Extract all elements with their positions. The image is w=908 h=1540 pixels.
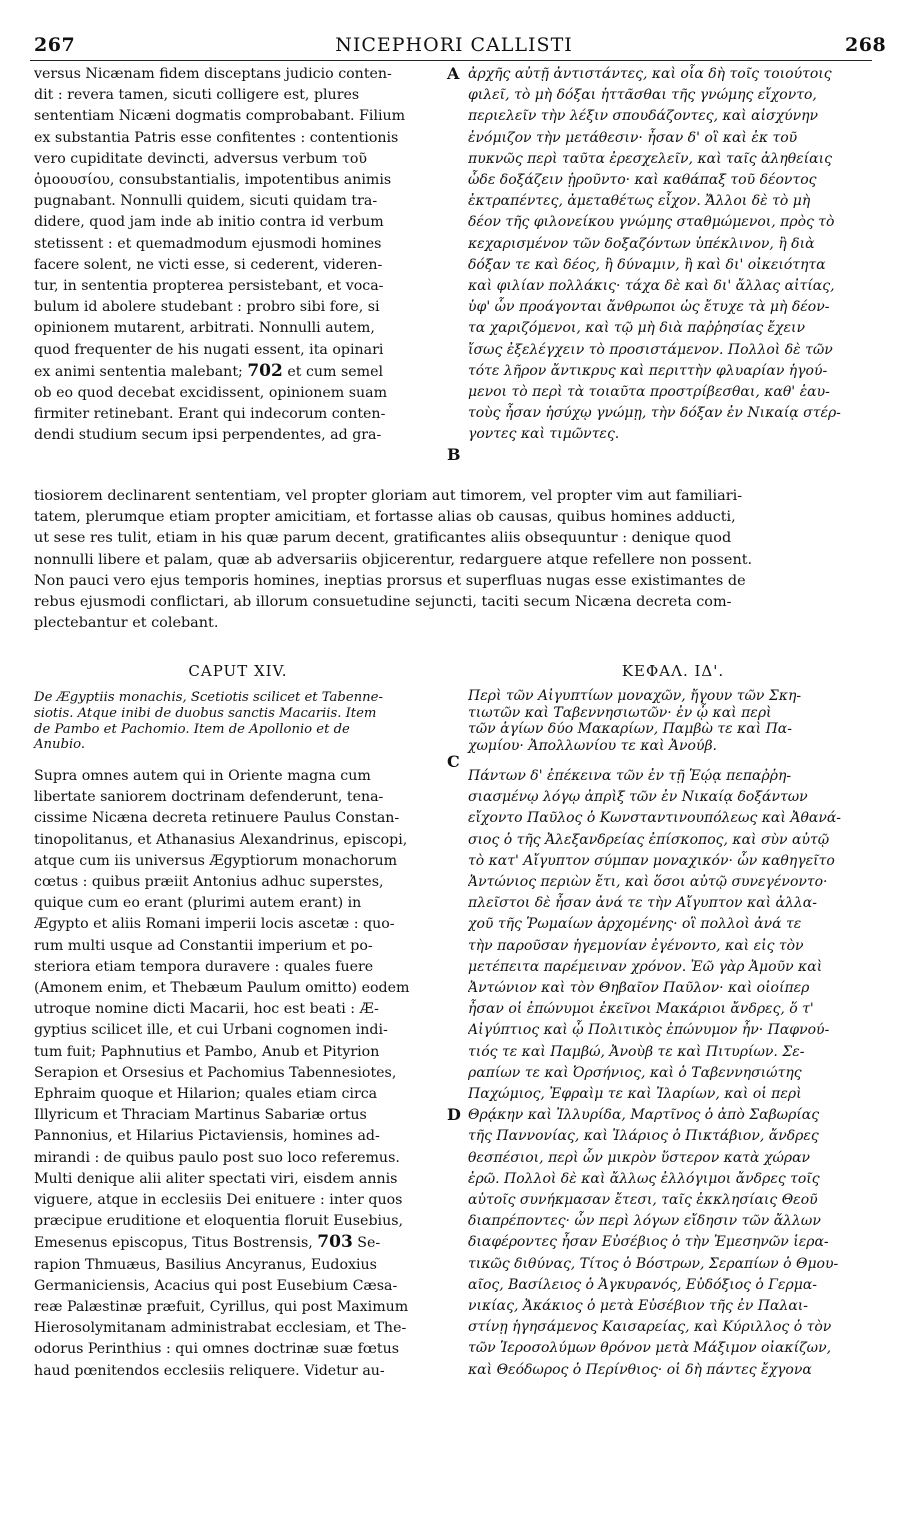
left-page-number: 267 [34, 34, 76, 56]
margin-letter-d: D [447, 1105, 461, 1124]
text-line: ut sese res tulit, etiam in his quæ parum decent, gratificantes aliis obsequuntur : denique quod [34, 530, 732, 547]
text-line: quique cum eo erant (plurimi autem erant) in [34, 895, 362, 912]
text-line: ἦσαν οἱ ἐπώνυμοι ἐκεῖνοι Μακάριοι ἄνδρες, ὅ τ' [468, 1001, 814, 1018]
text-line: μενοι τὸ περὶ τὰ τοιαῦτα προστρίβεσθαι, καθ' ἑαυ- [468, 384, 830, 401]
latin-column-bottom [34, 766, 442, 1382]
text-line: tiosiorem declinarent sententiam, vel propter gloriam aut timorem, vel propter vim aut familiari- [34, 488, 743, 504]
text-line: rebus ejusmodi conflictari, ab illorum consuetudine sejuncti, taciti secum Nicæna decreta com- [34, 594, 732, 611]
text-line: σιος ὁ τῆς Ἀλεξανδρείας ἐπίσκοπος, καὶ σὺν αὐτῷ [468, 831, 830, 848]
text-line: χοῦ τῆς Ῥωμαίων ἀρχομένης· οἳ πολλοὶ ἀνά τε [468, 916, 802, 933]
text-line: ἴσως ἐξελέγχειν τὸ προσιστάμενον. Πολλοὶ δὲ τῶν [468, 341, 833, 358]
text-line: cissime Nicæna decreta retinuere Paulus Constan- [34, 810, 400, 827]
text-line: τικῶς διθύνας, Τίτος ὁ Βόστρων, Σεραπίων ὁ Θμου- [468, 1255, 839, 1272]
margin-letter-a: A [447, 64, 460, 83]
text-line: cœtus : quibus præiit Antonius adhuc superstes, [34, 874, 384, 891]
text-line: nonnulli libere et palam, quæ ab adversariis objicerentur, redarguere atque refellere non possent. [34, 551, 753, 568]
text-line: Illyricum et Thraciam Martinus Sabariæ ortus [34, 1107, 367, 1124]
text-line: dit : revera tamen, sicuti colligere est, plures [34, 87, 360, 104]
text-line: ὑφ' ὧν προάγονται ἄνθρωποι ὡς ἔτυχε τὰ μὴ δέον- [468, 299, 830, 316]
text-line: haud pœnitendos ecclesiis reliquere. Videtur au- [34, 1362, 385, 1379]
text-line: θεσπέσιοι, περὶ ὧν μικρὸν ὕστερον κατὰ χώραν [468, 1149, 811, 1166]
text-line: rum multi usque ad Constantii imperium et po- [34, 937, 373, 954]
text-line: Supra omnes autem qui in Oriente magna cum [34, 768, 371, 784]
latin-column-top [34, 64, 442, 447]
text-line: ob eo quod decebat excidissent, opinionem suam [34, 385, 388, 402]
text-line: opinionem mutarent, arbitrati. Nonnulli autem, [34, 320, 375, 337]
text-line: Multi denique alii aliter spectati viri, eisdem annis [34, 1170, 398, 1187]
text-fragment: Se- [357, 1235, 381, 1252]
text-line: κεχαρισμένον τῶν δοξαζόντων ὑπέκλινον, ἢ διὰ [468, 235, 815, 252]
greek-column-top [468, 64, 878, 446]
margin-letter-b: B [447, 445, 461, 464]
text-line: τα χαριζόμενοι, καὶ τῷ μὴ διὰ παῤῥησίας ἔχειν [468, 320, 806, 337]
text-line: μετέπειτα παρέμειναν χρόνον. Ἐῶ γὰρ Ἀμοῦν καὶ [468, 958, 823, 975]
text-line: mirandi : de quibus paulo post suo loco referemus. [34, 1149, 400, 1166]
text-line: Germaniciensis, Acacius qui post Eusebium Cæsa- [34, 1277, 398, 1294]
text-line: odorus Perinthius : qui omnes doctrinæ suæ fœtus [34, 1341, 400, 1358]
text-fragment: et cum semel [287, 363, 384, 380]
text-line: αῖος, Βασίλειος ὁ Ἀγκυρανός, Εὐδόξιος ὁ Γερμα- [468, 1276, 818, 1293]
text-line: ὁμοουσίου, consubstantialis, impotentibus animis [34, 172, 392, 189]
text-line: Ἀντώνιος περιὼν ἔτι, καὶ ὅσοι αὐτῷ συνεγένοντο· [468, 874, 828, 891]
text-line: ἀρχῆς αὐτῇ ἀντιστάντες, καὶ οἷα δὴ τοῖς τοιούτοις [468, 66, 832, 82]
text-line: εἴχοντο Παῦλος ὁ Κωνσταντινουπόλεως καὶ Ἀθανά- [468, 810, 842, 827]
text-line: Πάντων δ' ἐπέκεινα τῶν ἐν τῇ Ἑῴᾳ πεπαῤῥη- [468, 768, 792, 784]
greek-chapter-heading: ΚΕΦΑΛ. ΙΔ'. [621, 662, 725, 680]
text-line: τῆς Παννονίας, καὶ Ἰλάριος ὁ Πικτάβιον, ἄνδρες [468, 1128, 819, 1145]
greek-chapter-summary [468, 688, 878, 754]
text-line: Περὶ τῶν Αἰγυπτίων μοναχῶν, ἤγουν τῶν Σκη- [468, 688, 802, 704]
text-line: τῶν Ἱεροσολύμων θρόνον μετὰ Μάξιμον οἰακίζων, [468, 1340, 832, 1357]
text-line: ὧδε δοξάζειν ᾑροῦντο· καὶ καθάπαξ τοῦ δέοντος [468, 172, 817, 189]
running-title: NICEPHORI CALLISTI [335, 34, 573, 56]
text-line: tur, in sententia propterea persistebant, et voca- [34, 278, 384, 295]
text-line: χωμίου· Ἀπολλωνίου τε καὶ Ἀνούβ. [468, 737, 718, 754]
text-line: ex substantia Patris esse confitentes : contentionis [34, 129, 399, 146]
latin-chapter-heading: CAPUT XIV. [188, 662, 288, 680]
text-line: Παχώμιος, Ἐφραὶμ τε καὶ Ἰλαρίων, καὶ οἱ περὶ [468, 1086, 802, 1103]
text-line: tum fuit; Paphnutius et Pambo, Anub et Pityrion [34, 1043, 380, 1060]
text-line: tatem, plerumque etiam propter amicitiam, et fortasse alias ob causas, quibus homines adducti, [34, 509, 736, 526]
text-line: tinopolitanus, et Athanasius Alexandrinus, episcopi, [34, 831, 408, 848]
text-line: καὶ Θεόδωρος ὁ Περίνθιος· οἱ δὴ πάντες ἔχγονα [468, 1361, 812, 1378]
latin-full-width [34, 486, 876, 634]
column-number: 702 [247, 360, 283, 381]
text-line: steriora etiam tempora duravere : quales fuere [34, 958, 374, 975]
text-line: τοὺς ἦσαν ἡσύχῳ γνώμῃ, τὴν δόξαν ἐν Νικαίᾳ στέρ- [468, 405, 841, 422]
text-line-with-column-number [34, 361, 442, 383]
text-line: versus Nicænam fidem disceptans judicio conten- [34, 66, 392, 82]
text-line: ἐκτραπέντες, ἀμεταθέτως εἶχον. Ἄλλοι δὲ τὸ μὴ [468, 193, 811, 210]
text-line: διαφέροντες ἦσαν Εὐσέβιος ὁ τὴν Ἐμεσηνῶν ἱερα- [468, 1234, 829, 1251]
text-line: viguere, atque in ecclesiis Dei enituere : inter quos [34, 1192, 403, 1209]
text-line: utroque nomine dicti Macarii, hoc est beati : Æ- [34, 1001, 379, 1018]
text-line: Non pauci vero ejus temporis homines, ineptias prorsus et superfluas nugas esse existimantes de [34, 572, 746, 589]
text-line: τιωτῶν καὶ Ταβεννησιωτῶν· ἐν ᾧ καὶ περὶ [468, 704, 772, 721]
text-line: πλεῖστοι δὲ ἦσαν ἀνά τε τὴν Αἴγυπτον καὶ ἀλλα- [468, 895, 817, 912]
text-line: rapion Thmuæus, Basilius Ancyranus, Eudoxius [34, 1256, 377, 1273]
text-line: facere solent, ne victi esse, si cederent, videren- [34, 256, 383, 273]
text-line: didere, quod jam inde ab initio contra id verbum [34, 214, 384, 231]
text-line: διαπρέποντες· ὧν περὶ λόγων εἴδησιν τῶν ἄλλων [468, 1213, 821, 1230]
text-line: τῶν ἁγίων δύο Μακαρίων, Παμβὼ τε καὶ Πα- [468, 721, 792, 737]
text-line: αὐτοῖς συνήκμασαν ἔτεσι, ταῖς ἐκκλησίαις Θεοῦ [468, 1192, 818, 1209]
text-line: bulum id abolere studebant : probro sibi fore, si [34, 299, 380, 316]
margin-letter-c: C [447, 752, 460, 771]
text-line: Anubio. [34, 737, 86, 753]
text-line: τότε λῆρον ἄντικρυς καὶ περιττὴν φλυαρίαν ἡγού- [468, 362, 828, 379]
text-line: σιασμένῳ λόγῳ ἀπρὶξ τῶν ἐν Νικαίᾳ δοξάντων [468, 789, 808, 806]
text-line: atque cum iis universus Ægyptiorum monachorum [34, 852, 398, 869]
text-line: Hierosolymitanam administrabat ecclesiam, et The- [34, 1320, 407, 1337]
greek-column-bottom [468, 766, 878, 1381]
text-line: φιλεῖ, τὸ μὴ δόξαι ἡττᾶσθαι τῆς γνώμης εἴχοντο, [468, 87, 817, 104]
text-fragment: Emesenus episcopus, Titus Bostrensis, [34, 1235, 313, 1252]
text-line: firmiter retinebant. Erant qui indecorum conten- [34, 406, 386, 423]
text-line: præcipue eruditione et eloquentia floruit Eusebius, [34, 1213, 403, 1230]
text-line: de Pambo et Pachomio. Item de Apollonio et de [34, 721, 350, 737]
text-line: στίνῃ ἡγησάμενος Καισαρείας, καὶ Κύριλλος ὁ τὸν [468, 1319, 832, 1336]
latin-chapter-summary [34, 690, 442, 753]
text-line: τὴν παροῦσαν ἡγεμονίαν ἐγένοντο, καὶ εἰς τὸν [468, 937, 804, 954]
text-line: νικίας, Ἀκάκιος ὁ μετὰ Εὐσέβιον τῆς ἐν Παλαι- [468, 1298, 809, 1315]
text-line: πυκνῶς περὶ ταῦτα ἐρεσχελεῖν, καὶ ταῖς ἀληθείαις [468, 150, 832, 167]
text-line: reæ Palæstinæ præfuit, Cyrillus, qui post Maximum [34, 1299, 409, 1316]
text-line: ἐνόμιζον τὴν μετάθεσιν· ἦσαν δ' οἳ καὶ ἐκ τοῦ [468, 129, 798, 146]
text-line: Ephraim quoque et Hilarion; quales etiam circa [34, 1086, 378, 1103]
text-line: Pannonius, et Hilarius Pictaviensis, homines ad- [34, 1128, 380, 1145]
text-line: siotis. Atque inibi de duobus sanctis Macariis. Item [34, 705, 377, 721]
text-line: dendi studium secum ipsi perpendentes, ad gra- [34, 427, 382, 444]
text-fragment: ex animi sententia malebant; [34, 363, 243, 380]
right-page-number: 268 [845, 34, 887, 56]
text-line: περιελεῖν τὴν λέξιν σπουδάζοντες, καὶ αἰσχύνην [468, 108, 819, 125]
text-line: (Amonem enim, et Thebæum Paulum omitto) eodem [34, 980, 410, 997]
text-line: καὶ φιλίαν πολλάκις· τάχα δὲ καὶ δι' ἄλλας αἰτίας, [468, 278, 835, 295]
text-line-with-column-number [34, 1232, 442, 1254]
text-line: ἐρῶ. Πολλοὶ δὲ καὶ ἄλλως ἐλλόγιμοι ἄνδρες τοῖς [468, 1170, 820, 1187]
text-line: Serapion et Orsesius et Pachomius Tabennesiotes, [34, 1064, 397, 1081]
text-line: δόξαν τε καὶ δέος, ἢ δύναμιν, ἢ καὶ δι' οἰκειότητα [468, 256, 826, 273]
text-line: gyptius scilicet ille, et cui Urbani cognomen indi- [34, 1022, 388, 1039]
text-line: Ægypto et aliis Romani imperii locis ascetæ : quo- [34, 916, 395, 933]
text-line: plectebantur et colebant. [34, 615, 219, 632]
text-line: τὸ κατ' Αἴγυπτον σύμπαν μοναχικόν· ὧν καθηγεῖτο [468, 852, 835, 869]
text-line: sententiam Nicæni dogmatis comprobabant. Filium [34, 108, 406, 125]
text-line: δέον τῆς φιλονείκου γνώμης σταθμώμενοι, πρὸς τὸ [468, 214, 835, 231]
text-line: Αἰγύπτιος καὶ ᾧ Πολιτικὸς ἐπώνυμον ἦν· Παφνού- [468, 1022, 830, 1039]
text-line: pugnabant. Nonnulli quidem, sicuti quidam tra- [34, 193, 378, 210]
text-line: ραπίων τε καὶ Ὀρσήνιος, καὶ ὁ Ταβεννησιώτης [468, 1064, 802, 1081]
text-line: Θρᾴκην καὶ Ἰλλυρίδα, Μαρτῖνος ὁ ἀπὸ Σαβωρίας [468, 1107, 820, 1124]
text-line: γοντες καὶ τιμῶντες. [468, 426, 620, 443]
text-line: quod frequenter de his nugati essent, ita opinari [34, 341, 384, 358]
text-line: libertate saniorem doctrinam defenderunt, tena- [34, 789, 384, 806]
text-line: De Ægyptiis monachis, Scetiotis scilicet et Tabenne- [34, 690, 383, 705]
column-number: 703 [317, 1232, 353, 1253]
header-rule [30, 60, 872, 61]
text-line: stetissent : et quemadmodum ejusmodi homines [34, 235, 382, 252]
text-line: τιός τε καὶ Παμβώ, Ἀνοὺβ τε καὶ Πιτυρίων. Σε- [468, 1043, 805, 1060]
text-line: vero cupiditate devincti, adversus verbum τοῦ [34, 150, 368, 167]
text-line: Ἀντώνιον καὶ τὸν Θηβαῖον Παῦλον· καὶ οἱοίπερ [468, 980, 810, 997]
